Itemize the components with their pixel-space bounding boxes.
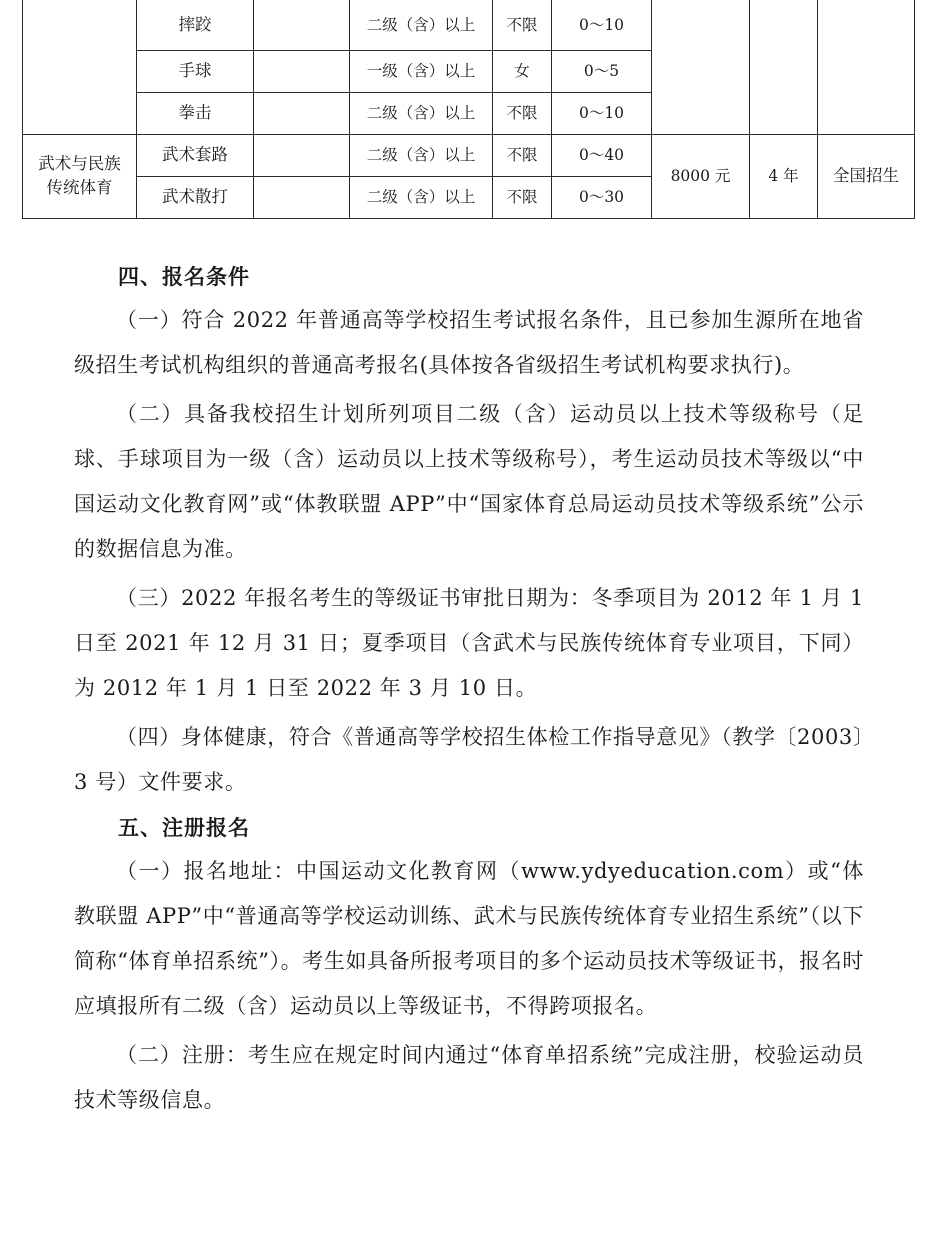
section-5-paragraph-1: （一）报名地址：中国运动文化教育网（www.ydyeducation.com）或“体教联盟 APP”中“普通高等学校运动训练、武术与民族传统体育专业招生系统”（以下简称“体育单招系统”）。考生如具备所报考项目的多个运动员技术等级证书，报名时应填报所有二级（含）运动员以上等级证书，不得跨项报名。 — [74, 859, 864, 1018]
table-row — [23, 134, 915, 176]
scope-cell: 全国招生 — [818, 134, 915, 218]
level-cell: 二级（含）以上 — [350, 176, 493, 218]
empty-cell — [254, 0, 350, 50]
sport-cell: 手球 — [137, 50, 254, 92]
level-cell: 二级（含）以上 — [350, 134, 493, 176]
category-cell — [23, 0, 137, 134]
count-cell: 0～40 — [552, 134, 652, 176]
enrollment-plan-table-wrap — [22, 0, 914, 221]
gender-cell: 不限 — [493, 0, 552, 50]
section-4-paragraph-3: （三）2022 年报名考生的等级证书审批日期为：冬季项目为 2012 年 1 月 1 日至 2021 年 12 月 31 日；夏季项目（含武术与民族传统体育专业项目，下同）为 2012 年 1 月 1 日至 2022 年 3 月 10 日。 — [74, 586, 864, 700]
level-cell: 一级（含）以上 — [350, 50, 493, 92]
empty-cell — [254, 134, 350, 176]
level-cell: 二级（含）以上 — [350, 92, 493, 134]
category-wushu-cell: 武术与民族传统体育 — [23, 134, 137, 218]
gender-cell: 不限 — [493, 92, 552, 134]
count-cell: 0～5 — [552, 50, 652, 92]
section-4-paragraph-4: （四）身体健康，符合《普通高等学校招生体检工作指导意见》（教学〔2003〕3 号）文件要求。 — [74, 725, 864, 794]
gender-cell: 女 — [493, 50, 552, 92]
section-4-paragraph-1: （一）符合 2022 年普通高等学校招生考试报名条件，且已参加生源所在地省级招生考试机构组织的普通高考报名(具体按各省级招生考试机构要求执行)。 — [74, 308, 864, 377]
fee-cell: 8000 元 — [652, 134, 750, 218]
sport-cell: 摔跤 — [137, 0, 254, 50]
document-body — [74, 258, 864, 1123]
count-cell: 0～10 — [552, 92, 652, 134]
scope-cell-upper — [818, 0, 915, 134]
sport-cell: 武术散打 — [137, 176, 254, 218]
years-cell: 4 年 — [750, 134, 818, 218]
table-row — [23, 0, 915, 50]
gender-cell: 不限 — [493, 176, 552, 218]
gender-cell: 不限 — [493, 134, 552, 176]
years-cell-upper — [750, 0, 818, 134]
empty-cell — [254, 50, 350, 92]
count-cell: 0～10 — [552, 0, 652, 50]
empty-cell — [254, 176, 350, 218]
empty-cell — [254, 92, 350, 134]
sport-cell: 武术套路 — [137, 134, 254, 176]
count-cell: 0～30 — [552, 176, 652, 218]
sport-cell: 拳击 — [137, 92, 254, 134]
section-4-heading: 四、报名条件 — [118, 265, 250, 289]
section-4-paragraph-2: （二）具备我校招生计划所列项目二级（含）运动员以上技术等级称号（足球、手球项目为一级（含）运动员以上技术等级称号），考生运动员技术等级以“中国运动文化教育网”或“体教联盟 APP”中“国家体育总局运动员技术等级系统”公示的数据信息为准。 — [74, 402, 864, 561]
section-5-heading: 五、注册报名 — [118, 816, 250, 840]
level-cell: 二级（含）以上 — [350, 0, 493, 50]
fee-cell-upper — [652, 0, 750, 134]
section-5-paragraph-2: （二）注册：考生应在规定时间内通过“体育单招系统”完成注册，校验运动员技术等级信息。 — [74, 1043, 864, 1112]
enrollment-plan-table — [22, 0, 915, 219]
